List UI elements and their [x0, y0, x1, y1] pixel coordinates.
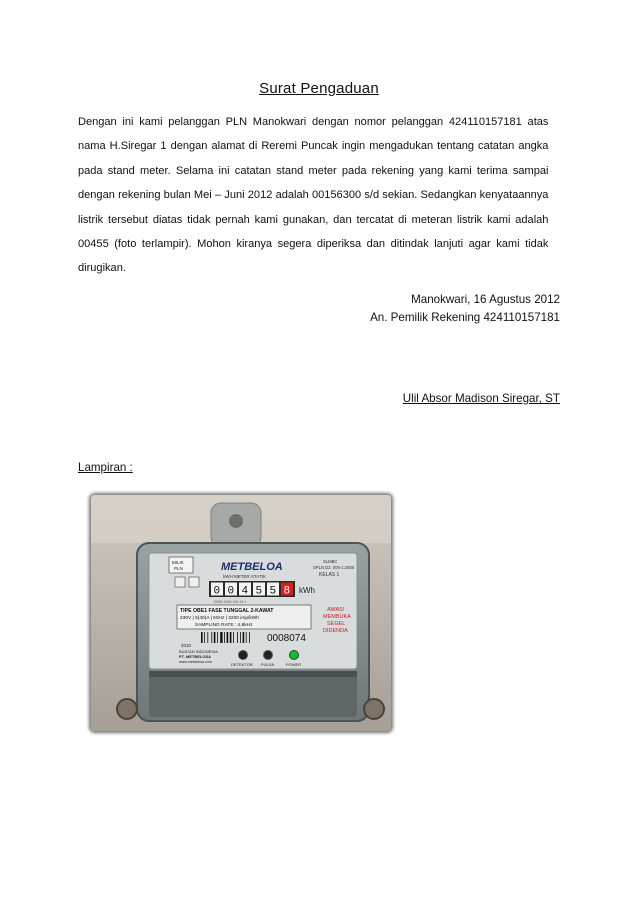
standard-line-2: SPLN D3. 005-1:2008 [313, 565, 354, 570]
letter-body: Dengan ini kami pelanggan PLN Manokwari dengan nomor pelanggan 424110157181 atas nama H.Siregar 1 dengan alamat di Reremi Puncak ingin mengadukan tentang catatan angka pada stand meter. Selama ini catatan stand meter pada rekening yang kami terima sampai dengan rekening bulan Mei – Juni 2012 adalah 00156300 s/d sekian. Sedangkan kenyataannya listrik tersebut diatas tidak pernah kami gunakan, dan tercatat di meteran listrik kami adalah 00455 (foto terlampir). Mohon kiranya segera diperiksa dan ditindak lanjuti agar kami tidak dirugikan. [78, 116, 549, 275]
spec-line-3: SAMPLING RATE : 4.8kHz [195, 623, 253, 628]
detector-led [239, 651, 248, 660]
reading-digit: 4 [241, 585, 249, 598]
terminal-cover [149, 671, 357, 717]
meter-subtitle: kWH METER STATIK [223, 574, 267, 579]
attachment-label: Lampiran : [78, 461, 133, 474]
barcode-bar [217, 632, 218, 643]
barcode-bar [240, 632, 241, 643]
barcode-bar [214, 632, 216, 643]
warning-line-4: DIDENDA [323, 628, 348, 634]
barcode-bar [249, 632, 250, 643]
barcode-bar [227, 632, 229, 643]
standard-line-1: SLMBC [323, 559, 338, 564]
maker-line-1: BUATAN INDONESIA [179, 649, 218, 654]
account-owner-line: An. Pemilik Rekening 424110157181 [370, 311, 560, 324]
bracket-screw [229, 514, 243, 528]
warning-line-2: MEMBUKA [323, 614, 351, 620]
spec-line-2: 230V | 5(40)A | 50Hz | 3200 imp/kWh [180, 616, 259, 621]
left-seal-screw [117, 699, 137, 719]
svg-text:PLN: PLN [174, 566, 183, 571]
reading-digit: 8 [283, 585, 291, 598]
indicator-label-1: DETEKTOR [231, 662, 253, 667]
maker-line-2: PT. METBELOSA [179, 654, 212, 659]
reading-digit: 0 [213, 585, 221, 598]
warning-line-1: AWAS! [327, 607, 345, 613]
barcode-bar [233, 632, 234, 643]
letter-title: Surat Pengaduan [259, 80, 379, 97]
barcode-bar [207, 632, 208, 643]
indicator-label-3: POWER [286, 662, 302, 667]
place-date: Manokwari, 16 Agustus 2012 [411, 293, 560, 306]
barcode-bar [211, 632, 212, 643]
spec-line-1: TIPE OBE1 FASE TUNGGAL 2-KAWAT [180, 608, 274, 614]
meter-photo-drawing [91, 495, 391, 731]
svg-text:10000 1000 100 10 1: 10000 1000 100 10 1 [213, 600, 247, 604]
reading-unit: kWh [299, 586, 315, 595]
adjust-dial-1 [175, 577, 185, 587]
barcode-bar [230, 632, 232, 643]
meter-brand: METBELOA [221, 561, 283, 573]
barcode-bar [237, 632, 238, 643]
barcode-bar [220, 632, 222, 643]
owner-tag-text: MILIK [172, 560, 184, 565]
meter-year: 2010 [181, 643, 192, 648]
barcode-bar [224, 632, 225, 643]
warning-line-3: SEGEL [327, 621, 346, 627]
adjust-dial-2 [189, 577, 199, 587]
indicator-label-2: PULSA [261, 662, 275, 667]
barcode-bar [246, 632, 247, 643]
power-led [290, 651, 299, 660]
maker-line-3: www.metbelosa.com [179, 660, 212, 664]
barcode-bar [201, 632, 203, 643]
signer-name: Ulil Absor Madison Siregar, ST [402, 392, 560, 405]
right-seal-screw [364, 699, 384, 719]
reading-digit: 5 [269, 585, 277, 598]
reading-digit: 0 [227, 585, 235, 598]
barcode-bar [204, 632, 205, 643]
reading-digit: 5 [255, 585, 263, 598]
standard-line-3: KELAS 1 [319, 572, 340, 578]
barcode-bar [243, 632, 245, 643]
pulse-led [264, 651, 273, 660]
meter-serial: 0008074 [267, 633, 306, 644]
meter-photo [91, 495, 391, 731]
